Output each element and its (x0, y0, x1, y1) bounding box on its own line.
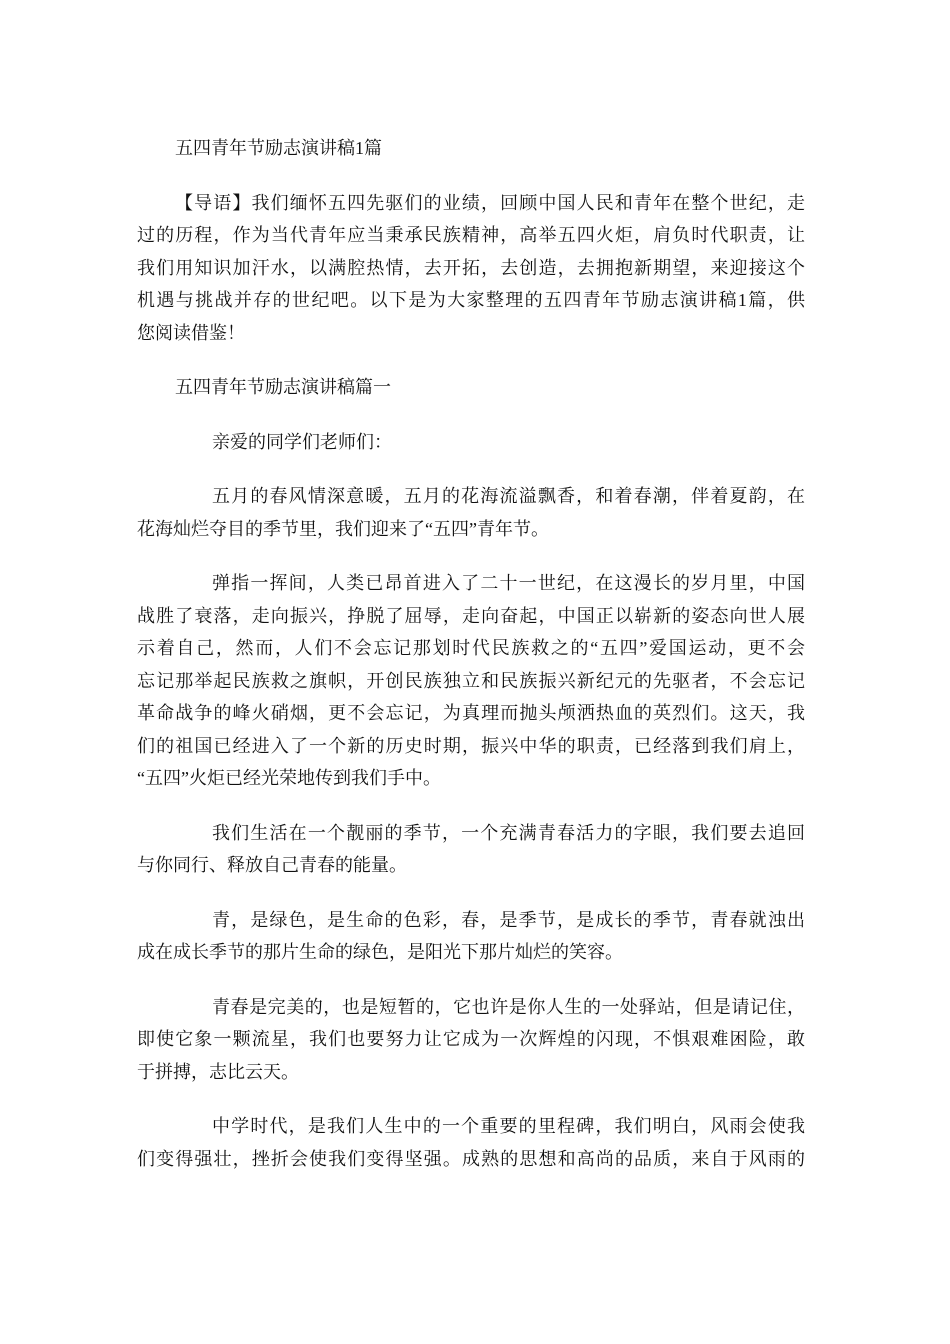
text-line: 机遇与挑战并存的世纪吧。以下是为大家整理的五四青年节励志演讲稿1篇，供 (137, 290, 805, 310)
paragraph (137, 993, 805, 1091)
text-line: 亲爱的同学们老师们： (212, 431, 392, 452)
text-line: 五四青年节励志演讲稿1篇 (175, 138, 382, 158)
text-line: 花海灿烂夺目的季节里，我们迎来了“五四”青年节。 (137, 518, 549, 539)
text-line: 我们生活在一个靓丽的季节，一个充满青春活力的字眼，我们要去追回 (212, 822, 805, 843)
text-line: 示着自己，然而，人们不会忘记那划时代民族救之的“五四”爱国运动，更不会 (137, 638, 805, 658)
text-line: 们的祖国已经进入了一个新的历史时期，振兴中华的职责，已经落到我们肩上， (137, 735, 805, 756)
section-heading (137, 373, 805, 406)
text-line: 弹指一挥间，人类已昂首进入了二十一世纪，在这漫长的岁月里，中国 (212, 573, 805, 593)
text-line: 成在成长季节的那片生命的绿色，是阳光下那片灿烂的笑容。 (137, 942, 623, 962)
document-body (137, 134, 805, 1199)
text-line: 战胜了衰落，走向振兴，挣脱了屈辱，走向奋起，中国正以崭新的姿态向世人展 (137, 605, 805, 626)
text-line: “五四”火炬已经光荣地传到我们手中。 (137, 768, 441, 788)
paragraph (137, 906, 805, 971)
paragraph (137, 428, 805, 461)
text-line: 过的历程，作为当代青年应当秉承民族精神，高举五四火炬，肩负时代职责，让 (137, 225, 805, 245)
text-line: 革命战争的峰火硝烟，更不会忘记，为真理而抛头颅洒热血的英烈们。这天，我 (137, 703, 805, 723)
text-line: 五四青年节励志演讲稿篇一 (175, 377, 391, 397)
paragraph (137, 569, 805, 797)
paragraph (137, 189, 805, 352)
text-line: 青春是完美的，也是短暂的，它也许是你人生的一处驿站，但是请记住， (212, 996, 805, 1017)
text-line: 您阅读借鉴！ (137, 322, 245, 343)
text-line: 我们用知识加汗水，以满腔热情，去开拓，去创造，去拥抱新期望，来迎接这个 (137, 257, 805, 278)
text-line: 与你同行、释放自己青春的能量。 (137, 855, 407, 875)
text-line: 【导语】我们缅怀五四先驱们的业绩，回顾中国人民和青年在整个世纪，走 (175, 192, 805, 213)
text-line: 青，是绿色，是生命的色彩，春，是季节，是成长的季节，青春就浊出 (212, 909, 805, 930)
paragraph (137, 482, 805, 547)
text-line: 于拼搏，志比云天。 (137, 1061, 299, 1082)
paragraph (137, 819, 805, 884)
text-line: 忘记那举起民族救之旗帜，开创民族独立和民族振兴新纪元的先驱者，不会忘记 (137, 670, 805, 691)
text-line: 即使它象一颗流星，我们也要努力让它成为一次辉煌的闪现，不惧艰难困险，敢 (137, 1029, 805, 1049)
text-line: 们变得强壮，挫折会使我们变得坚强。成熟的思想和高尚的品质，来自于风雨的 (137, 1148, 805, 1169)
text-line: 中学时代，是我们人生中的一个重要的里程碑，我们明白，风雨会使我 (212, 1116, 805, 1136)
document-title (137, 134, 805, 167)
paragraph (137, 1112, 805, 1177)
text-line: 五月的春风情深意暖，五月的花海流溢飘香，和着春潮，伴着夏韵，在 (212, 486, 805, 506)
